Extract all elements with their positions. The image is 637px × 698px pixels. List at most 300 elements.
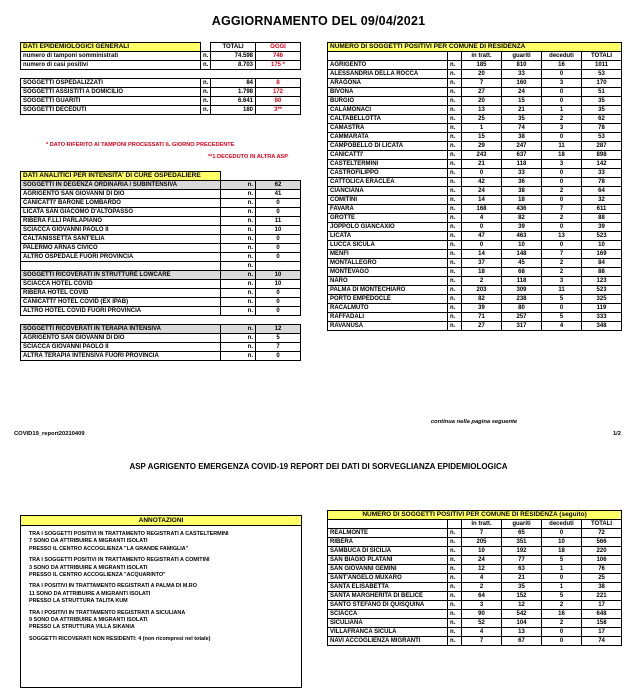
row-unit: n. xyxy=(448,313,462,322)
column-header-row xyxy=(328,520,622,529)
municipality-row xyxy=(328,259,622,268)
general-row xyxy=(21,88,301,97)
in-treatment: 13 xyxy=(462,106,502,115)
municipality-row xyxy=(328,214,622,223)
analytic-row xyxy=(21,181,301,190)
annotation-line: 3 SONO DA ATTRIBUIRE A MIGRANTI ISOLATI xyxy=(29,564,148,571)
in-treatment: 1 xyxy=(462,124,502,133)
total: 88 xyxy=(582,268,622,277)
column-header: guariti xyxy=(502,520,542,529)
in-treatment: 29 xyxy=(462,142,502,151)
in-treatment: 64 xyxy=(462,592,502,601)
deceased: 7 xyxy=(542,205,582,214)
analytic-row xyxy=(21,316,301,325)
analytic-row xyxy=(21,343,301,352)
hospital-label: ALTRO HOTEL COVID FUORI PROVINCIA xyxy=(21,307,221,316)
deceased: 0 xyxy=(542,304,582,313)
recovered: 80 xyxy=(502,304,542,313)
recovered: 35 xyxy=(502,583,542,592)
row-unit: n. xyxy=(221,217,256,226)
analytic-row xyxy=(21,217,301,226)
row-unit: n. xyxy=(448,205,462,214)
annotation-paragraph xyxy=(29,557,293,579)
municipality-name: REALMONTE xyxy=(328,529,448,538)
row-unit: n. xyxy=(448,628,462,637)
in-treatment: 2 xyxy=(462,583,502,592)
in-treatment: 25 xyxy=(462,115,502,124)
hospital-label: AGRIGENTO SAN GIOVANNI DI DIO xyxy=(21,190,221,199)
municipality-row xyxy=(328,610,622,619)
row-total: 84 xyxy=(211,79,256,88)
deceased: 0 xyxy=(542,169,582,178)
hospital-label: SCIACCA GIOVANNI PAOLO II xyxy=(21,226,221,235)
hospital-count xyxy=(256,262,301,271)
hospital-label: ALTRO OSPEDALE FUORI PROVINCIA xyxy=(21,253,221,262)
analytic-row xyxy=(21,352,301,361)
municipality-name: JOPPOLO GIANCAXIO xyxy=(328,223,448,232)
municipality-row xyxy=(328,592,622,601)
annotation-line: PRESSO LA STRUTTURA VILLA SIKANIA xyxy=(29,624,135,631)
report-title: ASP AGRIGENTO EMERGENZA COVID-19 REPORT DEI DATI DI SORVEGLIANZA EPIDEMIOLOGICA xyxy=(129,462,508,471)
in-treatment: 27 xyxy=(462,322,502,331)
total: 53 xyxy=(582,70,622,79)
row-unit: n. xyxy=(221,190,256,199)
municipality-row xyxy=(328,313,622,322)
row-unit: n. xyxy=(448,574,462,583)
row-unit: n. xyxy=(201,79,211,88)
municipality-row xyxy=(328,142,622,151)
annotation-line: PRESSO LA STRUTTURA TALITA KUM xyxy=(29,598,128,605)
continue-note: continua nella pagina seguente xyxy=(430,419,518,425)
row-unit xyxy=(221,316,256,325)
recovered: 15 xyxy=(502,97,542,106)
analytic-row xyxy=(21,280,301,289)
in-treatment: 12 xyxy=(462,565,502,574)
in-treatment: 14 xyxy=(462,250,502,259)
deceased: 0 xyxy=(542,529,582,538)
recovered: 24 xyxy=(502,88,542,97)
municipality-row xyxy=(328,61,622,70)
row-unit: n. xyxy=(448,241,462,250)
row-label: SOGGETTI GUARITI xyxy=(21,97,201,106)
recovered: 542 xyxy=(502,610,542,619)
row-unit: n. xyxy=(448,124,462,133)
annotation-line: TRA I POSITIVI IN TRATTAMENTO REGISTRATI A SICULIANA xyxy=(29,609,186,616)
row-unit: n. xyxy=(221,226,256,235)
row-today: 175 * xyxy=(256,61,301,70)
recovered: 810 xyxy=(502,61,542,70)
row-total: 8.703 xyxy=(211,61,256,70)
total: 566 xyxy=(582,538,622,547)
municipality-name: ARAGONA xyxy=(328,79,448,88)
analytic-row xyxy=(21,325,301,334)
analytic-row xyxy=(21,262,301,271)
hospital-count: 62 xyxy=(256,181,301,190)
annotation-line: PRESSO IL CENTRO ACCOGLIENZA "LA GRANDE FAMIGLIA" xyxy=(29,545,189,552)
deceased: 13 xyxy=(542,232,582,241)
in-treatment: 2 xyxy=(462,277,502,286)
in-treatment: 37 xyxy=(462,259,502,268)
municipality-name: COMITINI xyxy=(328,196,448,205)
in-treatment: 15 xyxy=(462,133,502,142)
total: 10 xyxy=(582,241,622,250)
annotation-line: 9 SONO DA ATTRIBUIRE A MIGRANTI ISOLATI xyxy=(29,617,148,624)
deceased: 0 xyxy=(542,223,582,232)
municipality-row xyxy=(328,160,622,169)
row-unit: n. xyxy=(448,196,462,205)
in-treatment: 24 xyxy=(462,187,502,196)
row-unit: n. xyxy=(448,322,462,331)
municipality-row xyxy=(328,196,622,205)
total: 142 xyxy=(582,160,622,169)
blank-cell xyxy=(448,52,462,61)
column-header: TOTALI xyxy=(582,52,622,61)
analytic-row xyxy=(21,244,301,253)
deceased: 10 xyxy=(542,538,582,547)
municipality-name: RAFFADALI xyxy=(328,313,448,322)
hospital-label: SOGGETTI IN DEGENZA ORDINARIA / SUBINTENSIVA xyxy=(21,181,221,190)
recovered: 13 xyxy=(502,628,542,637)
row-label: numero di casi positivi xyxy=(21,61,201,70)
row-unit: n. xyxy=(221,208,256,217)
in-treatment: 243 xyxy=(462,151,502,160)
municipality-row xyxy=(328,241,622,250)
total: 898 xyxy=(582,151,622,160)
recovered: 77 xyxy=(502,556,542,565)
deceased: 7 xyxy=(542,250,582,259)
row-unit: n. xyxy=(221,343,256,352)
in-treatment: 10 xyxy=(462,547,502,556)
municipality-name: PORTO EMPEDOCLE xyxy=(328,295,448,304)
deceased: 4 xyxy=(542,322,582,331)
row-unit xyxy=(201,70,211,79)
municipality-row xyxy=(328,187,622,196)
report-page-2 xyxy=(0,440,637,698)
deceased: 2 xyxy=(542,115,582,124)
total: 38 xyxy=(582,583,622,592)
annotation-line: SOGGETTI RICOVERATI NON RESIDENTI: 4 (non ricompresi nel totale) xyxy=(29,635,211,642)
hospital-count: 12 xyxy=(256,325,301,334)
municipality-name: SANT'ANGELO MUXARO xyxy=(328,574,448,583)
footnote-tamponi: * DATO RIFERITO AI TAMPONI PROCESSATI IL GIORNO PRECEDENTE xyxy=(46,142,235,148)
row-unit: n. xyxy=(448,565,462,574)
total: 221 xyxy=(582,592,622,601)
row-unit: n. xyxy=(448,259,462,268)
row-unit: n. xyxy=(448,61,462,70)
hospital-count: 0 xyxy=(256,208,301,217)
hospital-label: CALTANISSETTA SANT'ELIA xyxy=(21,235,221,244)
analytic-row xyxy=(21,289,301,298)
total: 523 xyxy=(582,232,622,241)
column-header: in tratt. xyxy=(462,52,502,61)
column-header: in tratt. xyxy=(462,520,502,529)
deceased: 1 xyxy=(542,565,582,574)
analytic-row xyxy=(21,190,301,199)
deceased: 2 xyxy=(542,619,582,628)
municipality-row xyxy=(328,178,622,187)
municipality-name: CAMMARATA xyxy=(328,133,448,142)
row-unit: n. xyxy=(448,268,462,277)
row-today: 172 xyxy=(256,88,301,97)
total: 325 xyxy=(582,295,622,304)
annotation-paragraph xyxy=(29,583,293,605)
recovered: 351 xyxy=(502,538,542,547)
municipality-name: BURGIO xyxy=(328,97,448,106)
deceased: 0 xyxy=(542,574,582,583)
deceased: 2 xyxy=(542,268,582,277)
blank-cell xyxy=(328,52,448,61)
row-unit: n. xyxy=(221,325,256,334)
blank-cell xyxy=(328,520,448,529)
total: 32 xyxy=(582,196,622,205)
municipality-name: CAMPOBELLO DI LICATA xyxy=(328,142,448,151)
municipality-name: SAN GIOVANNI GEMINI xyxy=(328,565,448,574)
deceased: 0 xyxy=(542,70,582,79)
total: 53 xyxy=(582,133,622,142)
in-treatment: 168 xyxy=(462,205,502,214)
recovered: 82 xyxy=(502,214,542,223)
deceased: 0 xyxy=(542,97,582,106)
municipality-name: NARO xyxy=(328,277,448,286)
recovered: 257 xyxy=(502,313,542,322)
municipality-row xyxy=(328,304,622,313)
hospital-label: SCIACCA GIOVANNI PAOLO II xyxy=(21,343,221,352)
municipality-name: SICULIANA xyxy=(328,619,448,628)
deceased: 0 xyxy=(542,133,582,142)
municipality-row xyxy=(328,601,622,610)
municipality-row xyxy=(328,286,622,295)
deceased: 1 xyxy=(542,583,582,592)
recovered: 317 xyxy=(502,322,542,331)
column-header: guariti xyxy=(502,52,542,61)
row-unit: n. xyxy=(448,232,462,241)
row-unit: n. xyxy=(448,70,462,79)
municipality-row xyxy=(328,232,622,241)
row-unit: n. xyxy=(201,106,211,115)
analytic-row xyxy=(21,307,301,316)
municipality-row xyxy=(328,169,622,178)
municipality-row xyxy=(328,133,622,142)
recovered: 637 xyxy=(502,151,542,160)
municipality-name: MONTALLEGRO xyxy=(328,259,448,268)
in-treatment: 0 xyxy=(462,223,502,232)
municipality-name: CALTABELLOTTA xyxy=(328,115,448,124)
in-treatment: 52 xyxy=(462,619,502,628)
analytic-row xyxy=(21,235,301,244)
row-unit: n. xyxy=(201,88,211,97)
hospital-count: 0 xyxy=(256,199,301,208)
hospital-label: RIBERA F.LLI PARLAPIANO xyxy=(21,217,221,226)
recovered: 148 xyxy=(502,250,542,259)
hospital-label: ALTRA TERAPIA INTENSIVA FUORI PROVINCIA xyxy=(21,352,221,361)
hospital-count: 0 xyxy=(256,289,301,298)
row-today: 80 xyxy=(256,97,301,106)
recovered: 192 xyxy=(502,547,542,556)
municipality-name: SANTA MARGHERITA DI BELICE xyxy=(328,592,448,601)
hospital-label: RIBERA HOTEL COVID xyxy=(21,289,221,298)
row-unit: n. xyxy=(448,214,462,223)
row-unit: n. xyxy=(448,142,462,151)
municipality-name: RIBERA xyxy=(328,538,448,547)
row-unit: n. xyxy=(448,601,462,610)
in-treatment: 39 xyxy=(462,304,502,313)
municipality-name: CIANCIANA xyxy=(328,187,448,196)
row-unit: n. xyxy=(448,169,462,178)
row-unit: n. xyxy=(221,181,256,190)
municipality-table xyxy=(327,42,622,331)
recovered: 68 xyxy=(502,268,542,277)
analytic-row xyxy=(21,199,301,208)
general-data-table xyxy=(20,42,301,115)
row-unit: n. xyxy=(221,253,256,262)
row-unit: n. xyxy=(201,61,211,70)
municipality-name: VILLAFRANCA SICULA xyxy=(328,628,448,637)
recovered: 38 xyxy=(502,133,542,142)
municipality-row xyxy=(328,223,622,232)
general-row xyxy=(21,97,301,106)
recovered: 39 xyxy=(502,223,542,232)
municipality-row xyxy=(328,115,622,124)
recovered: 104 xyxy=(502,619,542,628)
row-label xyxy=(21,70,201,79)
row-unit: n. xyxy=(221,289,256,298)
column-header-row xyxy=(328,52,622,61)
in-treatment: 47 xyxy=(462,232,502,241)
in-treatment: 0 xyxy=(462,169,502,178)
row-total xyxy=(211,70,256,79)
recovered: 36 xyxy=(502,178,542,187)
deceased: 2 xyxy=(542,259,582,268)
general-row xyxy=(21,70,301,79)
total: 33 xyxy=(582,169,622,178)
recovered: 18 xyxy=(502,196,542,205)
municipality-row xyxy=(328,538,622,547)
hospital-label: LICATA SAN GIACOMO D'ALTOPASSO xyxy=(21,208,221,217)
in-treatment: 4 xyxy=(462,214,502,223)
in-treatment: 185 xyxy=(462,61,502,70)
annotation-line: TRA I SOGGETTI POSITIVI IN TRATTAMENTO REGISTRATI A COMITINI xyxy=(29,557,210,564)
hospital-label: PALERMO ARNAS CIVICO xyxy=(21,244,221,253)
row-unit: n. xyxy=(448,286,462,295)
general-row xyxy=(21,106,301,115)
municipality-name: FAVARA xyxy=(328,205,448,214)
analytic-row xyxy=(21,208,301,217)
municipality-row xyxy=(328,268,622,277)
recovered: 152 xyxy=(502,592,542,601)
municipality-name: NAVI ACCOGLIENZA MIGRANTI xyxy=(328,637,448,646)
analytic-row xyxy=(21,298,301,307)
hospital-count: 0 xyxy=(256,244,301,253)
total: 123 xyxy=(582,277,622,286)
deceased: 2 xyxy=(542,601,582,610)
municipality-name: SAN BIAGIO PLATANI xyxy=(328,556,448,565)
deceased: 5 xyxy=(542,592,582,601)
recovered: 21 xyxy=(502,106,542,115)
row-unit: n. xyxy=(448,583,462,592)
in-treatment: 18 xyxy=(462,268,502,277)
recovered: 21 xyxy=(502,574,542,583)
total: 333 xyxy=(582,313,622,322)
column-header: deceduti xyxy=(542,52,582,61)
hospital-label: SCIACCA HOTEL COVID xyxy=(21,280,221,289)
recovered: 63 xyxy=(502,565,542,574)
recovered: 35 xyxy=(502,115,542,124)
in-treatment: 3 xyxy=(462,601,502,610)
row-unit: n. xyxy=(448,187,462,196)
total: 76 xyxy=(582,565,622,574)
annotations-body xyxy=(21,526,301,643)
row-unit: n. xyxy=(448,619,462,628)
recovered: 309 xyxy=(502,286,542,295)
hospital-label xyxy=(21,316,221,325)
municipality-name: CANICATTI' xyxy=(328,151,448,160)
deceased: 2 xyxy=(542,214,582,223)
annotation-line: TRA I POSITIVI IN TRATTAMENTO REGISTRATI A PALMA DI M.RO xyxy=(29,583,197,590)
deceased: 0 xyxy=(542,178,582,187)
hospital-label xyxy=(21,262,221,271)
hospital-count: 0 xyxy=(256,307,301,316)
row-unit: n. xyxy=(201,97,211,106)
municipality-continued-header: NUMERO DI SOGGETTI POSITIVI PER COMUNE DI RESIDENZA (seguito) xyxy=(328,511,622,520)
row-today xyxy=(256,70,301,79)
footnote-deceduto: **1 DECEDUTO IN ALTRA ASP xyxy=(208,154,288,160)
deceased: 18 xyxy=(542,547,582,556)
column-header: TOTALI xyxy=(582,520,622,529)
total: 611 xyxy=(582,205,622,214)
row-unit: n. xyxy=(221,298,256,307)
total: 72 xyxy=(582,529,622,538)
in-treatment: 90 xyxy=(462,610,502,619)
municipality-name: AGRIGENTO xyxy=(328,61,448,70)
municipality-name: SANTO STEFANO DI QUISQUINA xyxy=(328,601,448,610)
total: 78 xyxy=(582,124,622,133)
recovered: 67 xyxy=(502,637,542,646)
total: 106 xyxy=(582,556,622,565)
municipality-row xyxy=(328,556,622,565)
in-treatment: 7 xyxy=(462,79,502,88)
deceased: 0 xyxy=(542,628,582,637)
report-filename: COVID19_report20210409 xyxy=(14,431,85,437)
deceased: 2 xyxy=(542,187,582,196)
annotations-header: ANNOTAZIONI xyxy=(21,516,301,526)
deceased: 3 xyxy=(542,79,582,88)
total: 220 xyxy=(582,547,622,556)
in-treatment: 7 xyxy=(462,637,502,646)
row-unit: n. xyxy=(448,556,462,565)
municipality-row xyxy=(328,574,622,583)
municipality-row xyxy=(328,565,622,574)
row-unit: n. xyxy=(448,295,462,304)
row-unit: n. xyxy=(221,334,256,343)
municipality-name: ALESSANDRIA DELLA ROCCA xyxy=(328,70,448,79)
recovered: 160 xyxy=(502,79,542,88)
hospital-count: 0 xyxy=(256,253,301,262)
recovered: 247 xyxy=(502,142,542,151)
in-treatment: 7 xyxy=(462,529,502,538)
annotation-line: TRA I SOGGETTI POSITIVI IN TRATTAMENTO REGISTRATI A CASTELTERMINI xyxy=(29,531,229,537)
analytic-row xyxy=(21,253,301,262)
municipality-name: BIVONA xyxy=(328,88,448,97)
total: 35 xyxy=(582,97,622,106)
row-unit: n. xyxy=(221,244,256,253)
total: 35 xyxy=(582,106,622,115)
municipality-header: NUMERO DI SOGGETTI POSITIVI PER COMUNE DI RESIDENZA xyxy=(328,43,622,52)
in-treatment: 4 xyxy=(462,574,502,583)
in-treatment: 205 xyxy=(462,538,502,547)
row-unit: n. xyxy=(448,610,462,619)
hospital-label: CANICATTI' BARONE LOMBARDO xyxy=(21,199,221,208)
row-unit: n. xyxy=(448,637,462,646)
